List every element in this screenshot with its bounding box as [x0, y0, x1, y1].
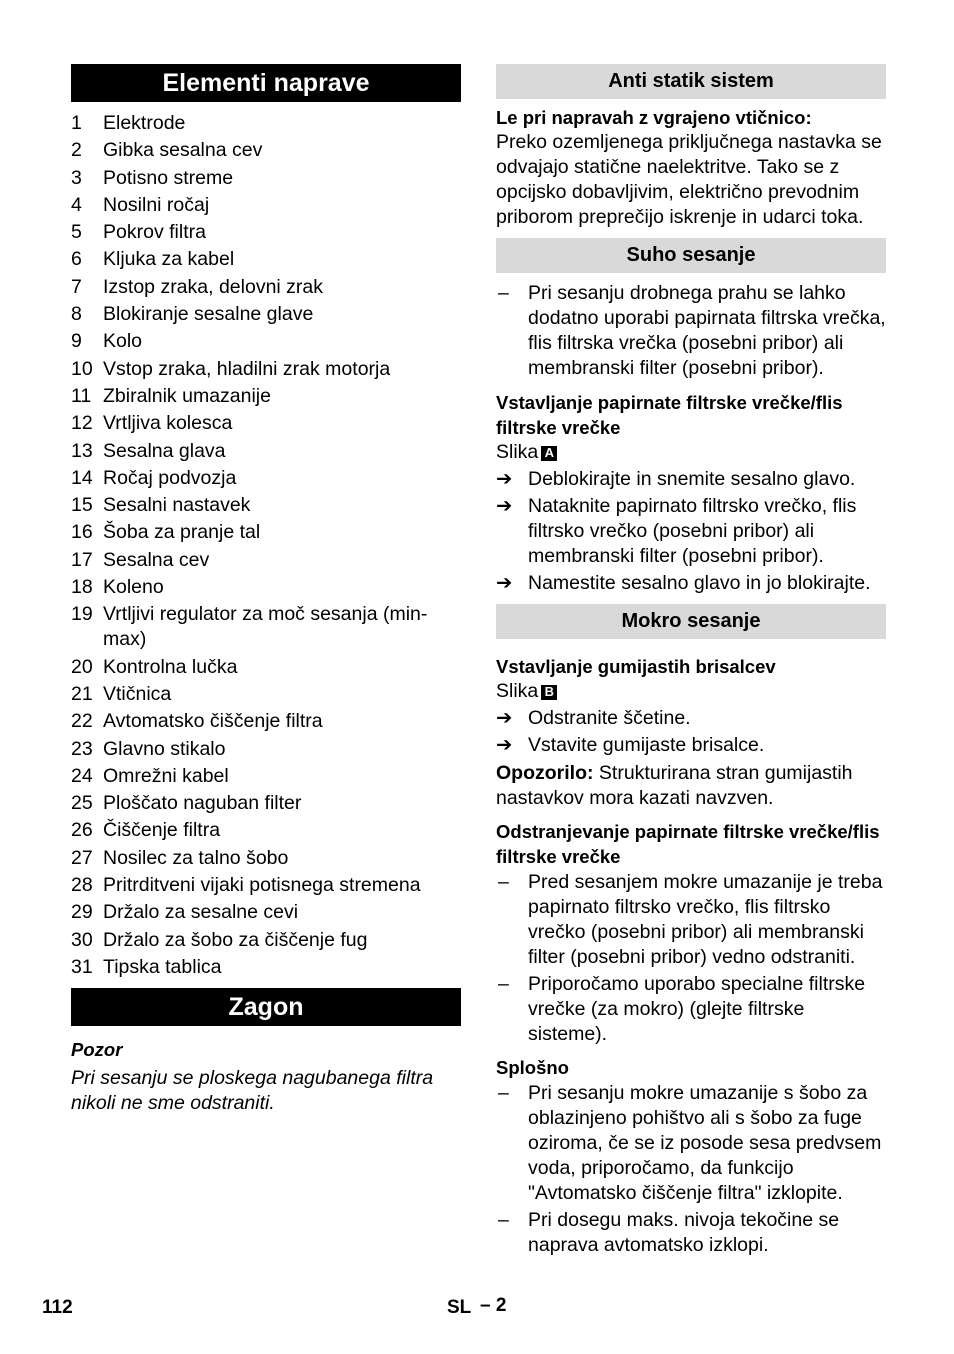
dash-item — [496, 870, 886, 970]
list-item — [71, 737, 461, 762]
list-item — [71, 928, 461, 953]
item-number: 8 — [71, 303, 82, 326]
item-text: Nosilec za talno šobo — [103, 846, 289, 869]
list-item — [71, 384, 461, 409]
item-text: Vstop zraka, hladilni zrak motorja — [103, 357, 391, 380]
slika-label: Slika — [496, 441, 539, 463]
step-text: Odstranite ščetine. — [528, 707, 691, 729]
item-number: 23 — [71, 737, 93, 760]
item-number: 18 — [71, 576, 93, 599]
list-item — [71, 275, 461, 300]
step-text: Deblokirajte in snemite sesalno glavo. — [528, 468, 856, 490]
parts-list — [71, 111, 461, 980]
item-text: Kljuka za kabel — [103, 248, 235, 271]
dash-text: Priporočamo uporabo specialne filtrske vrečke (za mokro) (glejte filtrske sisteme). — [528, 973, 866, 1045]
item-text: Elektrode — [103, 112, 186, 134]
item-number: 14 — [71, 466, 93, 489]
list-item — [71, 873, 461, 898]
right-column — [496, 64, 886, 1258]
list-item — [71, 655, 461, 680]
warning-text: Strukturirana stran gumijastih nastavkov mora kazati navzven. — [496, 762, 853, 809]
slika-label: Slika — [496, 680, 539, 702]
step-item — [496, 571, 886, 596]
step-text: Vstavite gumijaste brisalce. — [528, 734, 765, 756]
list-item — [71, 575, 461, 600]
dash-text: Pri sesanju drobnega prahu se lahko dodatno uporabi papirnata filtrska vrečka, flis filtrska vrečka (posebni pribor) ali membranski filter (posebni pribor). — [528, 282, 886, 379]
item-number: 28 — [71, 874, 93, 897]
item-text: Sesalna glava — [103, 439, 226, 462]
caution-title: Pozor — [71, 1038, 123, 1060]
left-column — [71, 64, 461, 1116]
dash-item — [496, 972, 886, 1047]
arrow-right-icon: ➔ — [496, 468, 513, 490]
arrow-right-icon: ➔ — [496, 495, 513, 517]
list-item — [71, 302, 461, 327]
section-title-suho-sesanje: Suho sesanje — [496, 238, 886, 273]
item-number: 5 — [71, 221, 82, 244]
list-item — [71, 166, 461, 191]
item-text: Čiščenje filtra — [103, 819, 221, 842]
dash-marker: – — [498, 871, 509, 893]
item-text: Vrtljiva kolesca — [103, 412, 233, 435]
item-number: 10 — [71, 357, 93, 380]
arrow-right-icon: ➔ — [496, 707, 513, 729]
item-text: Sesalna cev — [103, 548, 210, 571]
figure-a-tag: A — [541, 446, 557, 461]
insert-bag-heading: Vstavljanje papirnate filtrske vrečke/flis filtrske vrečke — [496, 392, 843, 438]
dash-text: Pri sesanju mokre umazanije s šobo za oblazinjeno pohištvo ali s šobo za fuge oziroma, če se iz posode sesa predvsem voda, priporočamo, da funkcijo "Avtomatsko čiščenje filtra" izklopite. — [528, 1082, 882, 1204]
list-item — [71, 764, 461, 789]
list-item — [71, 439, 461, 464]
general-heading: Splošno — [496, 1057, 569, 1078]
dash-marker: – — [498, 282, 509, 304]
antistatik-text: Preko ozemljenega priključnega nastavka se odvajajo statične naelektritve. Tako se z opcijsko dobavljivim, električno prevodnim priborom preprečijo iskrenje in udarci toka. — [496, 131, 882, 228]
item-number: 26 — [71, 819, 93, 842]
item-number: 12 — [71, 412, 93, 435]
item-text: Izstop zraka, delovni zrak — [103, 275, 324, 298]
list-item — [71, 791, 461, 816]
item-text: Nosilni ročaj — [103, 193, 210, 216]
section-title-mokro-sesanje: Mokro sesanje — [496, 604, 886, 639]
item-text: Tipska tablica — [103, 955, 222, 978]
list-item — [71, 520, 461, 545]
section-title-elementi-naprave: Elementi naprave — [71, 64, 461, 102]
warning-label: Opozorilo: — [496, 762, 594, 784]
item-number: 13 — [71, 439, 93, 462]
arrow-right-icon: ➔ — [496, 734, 513, 756]
list-item — [71, 247, 461, 272]
sub-page-number: – 2 — [480, 1295, 507, 1316]
dash-marker: – — [498, 973, 509, 995]
list-item — [71, 411, 461, 436]
rubber-heading: Vstavljanje gumijastih brisalcev — [496, 656, 776, 677]
item-text: Šoba za pranje tal — [103, 521, 261, 544]
list-item — [71, 846, 461, 871]
item-text: Potisno streme — [103, 166, 234, 189]
item-number: 21 — [71, 682, 93, 705]
item-text: Ročaj podvozja — [103, 466, 237, 489]
item-number: 9 — [71, 330, 82, 353]
dash-item — [496, 1208, 886, 1258]
step-text: Namestite sesalno glavo in jo blokirajte. — [528, 572, 871, 594]
item-number: 11 — [71, 384, 92, 407]
item-number: 22 — [71, 710, 93, 733]
dash-text: Pri dosegu maks. nivoja tekočine se naprava avtomatsko izklopi. — [528, 1209, 840, 1256]
item-text: Omrežni kabel — [103, 764, 229, 787]
item-number: 15 — [71, 494, 93, 517]
item-number: 1 — [71, 112, 82, 134]
item-text: Koleno — [103, 576, 164, 599]
item-text: Držalo za šobo za čiščenje fug — [103, 928, 368, 951]
remove-bag-heading: Odstranjevanje papirnate filtrske vrečke/flis filtrske vrečke — [496, 821, 880, 867]
list-item — [71, 955, 461, 980]
item-number: 20 — [71, 655, 93, 678]
dash-text: Pred sesanjem mokre umazanije je treba papirnato filtrsko vrečko, flis filtrsko vrečko (posebni pribor) ali membranski filter (posebni pribor) vedno odstraniti. — [528, 871, 883, 968]
list-item — [71, 602, 461, 652]
list-item — [71, 900, 461, 925]
item-text: Pritrditveni vijaki potisnega stremena — [103, 874, 421, 897]
dash-marker: – — [498, 1082, 509, 1104]
dash-item — [496, 281, 886, 381]
list-item — [71, 818, 461, 843]
page-number: 112 — [42, 1297, 73, 1318]
step-item — [496, 467, 886, 492]
caution-text: Pri sesanju se ploskega nagubanega filtra nikoli ne sme odstraniti. — [71, 1066, 434, 1114]
item-number: 2 — [71, 139, 82, 162]
item-text: Vrtljivi regulator za moč sesanja (min-max) — [103, 603, 428, 651]
figure-reference-a — [496, 440, 886, 465]
item-text: Ploščato naguban filter — [103, 792, 302, 815]
item-number: 24 — [71, 764, 93, 787]
item-number: 17 — [71, 548, 93, 571]
section-title-zagon: Zagon — [71, 988, 461, 1026]
list-item — [71, 548, 461, 573]
step-item — [496, 706, 886, 731]
item-number: 19 — [71, 603, 93, 626]
step-text: Nataknite papirnato filtrsko vrečko, flis filtrsko vrečko (posebni pribor) ali membranski filter (posebni pribor). — [528, 495, 857, 567]
dash-item — [496, 1081, 886, 1206]
language-code: SL — [447, 1297, 472, 1318]
antistatik-lead: Le pri napravah z vgrajeno vtičnico: — [496, 107, 812, 128]
item-text: Avtomatsko čiščenje filtra — [103, 710, 323, 733]
list-item — [71, 709, 461, 734]
dash-marker: – — [498, 1209, 509, 1231]
list-item — [71, 193, 461, 218]
figure-b-tag: B — [541, 685, 557, 700]
list-item — [71, 138, 461, 163]
item-number: 30 — [71, 928, 93, 951]
item-text: Zbiralnik umazanije — [103, 384, 271, 407]
list-item — [71, 466, 461, 491]
item-text: Gibka sesalna cev — [103, 139, 263, 162]
item-text: Blokiranje sesalne glave — [103, 303, 314, 326]
item-text: Kolo — [103, 330, 143, 353]
item-number: 25 — [71, 792, 93, 815]
item-text: Držalo za sesalne cevi — [103, 901, 299, 924]
arrow-right-icon: ➔ — [496, 572, 513, 594]
item-number: 31 — [71, 955, 93, 978]
item-text: Glavno stikalo — [103, 737, 226, 760]
section-title-anti-statik: Anti statik sistem — [496, 64, 886, 99]
item-number: 16 — [71, 521, 93, 544]
item-number: 27 — [71, 846, 93, 869]
list-item — [71, 493, 461, 518]
item-number: 6 — [71, 248, 82, 271]
list-item — [71, 329, 461, 354]
list-item — [71, 357, 461, 382]
item-number: 4 — [71, 193, 82, 216]
list-item — [71, 220, 461, 245]
item-number: 3 — [71, 166, 82, 189]
warning-note — [496, 761, 886, 811]
step-item — [496, 733, 886, 758]
item-text: Pokrov filtra — [103, 221, 206, 244]
item-text: Vtičnica — [103, 682, 172, 705]
item-number: 7 — [71, 275, 82, 298]
item-text: Kontrolna lučka — [103, 655, 238, 678]
step-item — [496, 494, 886, 569]
item-text: Sesalni nastavek — [103, 494, 251, 517]
figure-reference-b — [496, 679, 886, 704]
list-item — [71, 111, 461, 136]
item-number: 29 — [71, 901, 93, 924]
list-item — [71, 682, 461, 707]
